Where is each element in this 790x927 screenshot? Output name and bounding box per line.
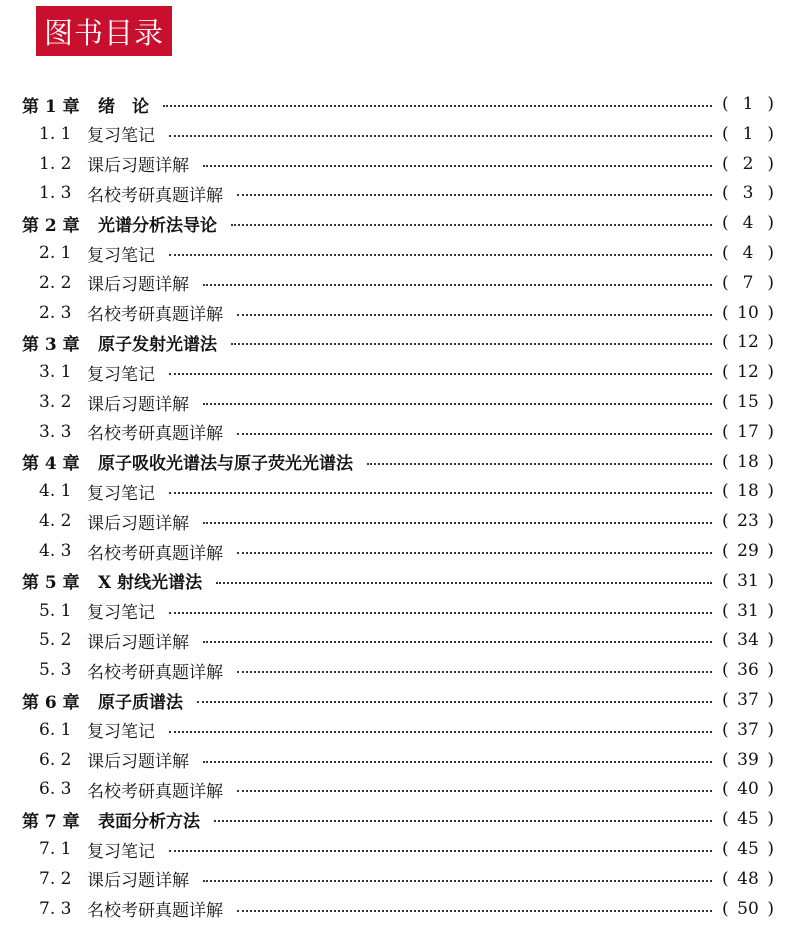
page-number: ( 1 ) xyxy=(722,123,774,144)
dot-leader xyxy=(163,105,712,107)
toc-chapter-row[interactable] xyxy=(0,89,790,119)
section-title: 名校考研真题详解 xyxy=(87,662,223,683)
page-number-value: 4 xyxy=(742,243,754,263)
section-number: 4. 1 xyxy=(39,481,72,502)
section-title: 名校考研真题详解 xyxy=(87,781,223,802)
dot-leader xyxy=(237,433,712,435)
dot-leader xyxy=(169,373,712,375)
page-number-value: 7 xyxy=(742,272,754,293)
page-number: ( 40 ) xyxy=(722,779,774,800)
chapter-title: 原子吸收光谱法与原子荧光光谱法 xyxy=(98,454,353,475)
toc-section-row[interactable] xyxy=(0,178,790,208)
page-number-value: 39 xyxy=(737,749,759,770)
toc-chapter-row[interactable] xyxy=(0,447,790,477)
toc-section-row[interactable] xyxy=(0,745,790,775)
toc-section-row[interactable] xyxy=(0,387,790,417)
dot-leader xyxy=(169,492,712,494)
page-number-value: 15 xyxy=(737,392,759,412)
page-number: ( 1 ) xyxy=(722,94,774,114)
toc-section-row[interactable] xyxy=(0,774,790,804)
section-title: 复习笔记 xyxy=(87,483,155,504)
page-number-value: 36 xyxy=(737,660,759,681)
toc-section-row[interactable] xyxy=(0,596,790,626)
section-title: 名校考研真题详解 xyxy=(87,305,223,326)
toc-chapter-row[interactable] xyxy=(0,566,790,596)
page-number-value: 45 xyxy=(737,809,759,830)
dot-leader xyxy=(237,194,712,196)
page-number: ( 48 ) xyxy=(722,868,774,889)
toc-section-row[interactable] xyxy=(0,894,790,924)
page-number-value: 1 xyxy=(742,94,754,114)
page-number: ( 18 ) xyxy=(722,481,774,502)
section-title: 复习笔记 xyxy=(87,364,155,385)
page-number: ( 34 ) xyxy=(722,630,774,651)
dot-leader xyxy=(214,820,712,822)
toc-section-row[interactable] xyxy=(0,298,790,328)
dot-leader xyxy=(203,165,712,167)
section-number: 3. 2 xyxy=(39,392,72,412)
toc-section-row[interactable] xyxy=(0,238,790,268)
dot-leader xyxy=(231,343,712,345)
page-number-value: 3 xyxy=(742,183,754,204)
toc-chapter-row[interactable] xyxy=(0,208,790,238)
section-number: 5. 1 xyxy=(39,600,72,621)
section-title: 课后习题详解 xyxy=(87,394,189,415)
page-number: ( 45 ) xyxy=(722,839,774,859)
page-number-value: 4 xyxy=(742,213,754,234)
section-number: 7. 1 xyxy=(39,839,72,859)
chapter-number: 第 5 章 xyxy=(22,573,80,594)
page-number: ( 50 ) xyxy=(722,898,774,919)
page-number-value: 34 xyxy=(737,630,759,651)
page-number-value: 1 xyxy=(742,123,754,144)
section-title: 课后习题详解 xyxy=(87,275,189,296)
page-number: ( 3 ) xyxy=(722,183,774,204)
dot-leader xyxy=(237,314,712,316)
page-number: ( 29 ) xyxy=(722,541,774,561)
chapter-number: 第 6 章 xyxy=(22,692,80,713)
section-number: 1. 1 xyxy=(39,123,72,144)
page-number: ( 18 ) xyxy=(722,451,774,472)
dot-leader xyxy=(237,910,712,912)
chapter-number: 第 2 章 xyxy=(22,215,80,236)
page-number-value: 31 xyxy=(737,570,759,591)
section-title: 名校考研真题详解 xyxy=(87,543,223,564)
section-number: 5. 3 xyxy=(39,660,72,681)
page-number-value: 2 xyxy=(742,153,754,174)
toc-section-row[interactable] xyxy=(0,834,790,864)
section-number: 2. 3 xyxy=(39,302,72,323)
page-number: ( 23 ) xyxy=(722,511,774,532)
section-number: 3. 1 xyxy=(39,362,72,383)
dot-leader xyxy=(231,224,712,226)
dot-leader xyxy=(237,671,712,673)
page-number: ( 37 ) xyxy=(722,719,774,740)
page-number-value: 12 xyxy=(737,332,759,353)
section-number: 1. 2 xyxy=(39,153,72,174)
dot-leader xyxy=(197,701,712,703)
dot-leader xyxy=(169,135,712,137)
page-number: ( 37 ) xyxy=(722,690,774,710)
toc-chapter-row[interactable] xyxy=(0,327,790,357)
section-number: 6. 2 xyxy=(39,749,72,770)
dot-leader xyxy=(237,552,712,554)
page-number-value: 45 xyxy=(737,839,759,859)
page-number: ( 31 ) xyxy=(722,570,774,591)
page-number-value: 23 xyxy=(737,511,759,532)
toc-section-row[interactable] xyxy=(0,357,790,387)
section-number: 7. 2 xyxy=(39,868,72,889)
dot-leader xyxy=(203,761,712,763)
section-title: 课后习题详解 xyxy=(87,871,189,892)
section-title: 复习笔记 xyxy=(87,603,155,624)
chapter-title: X 射线光谱法 xyxy=(98,573,203,594)
chapter-title: 原子质谱法 xyxy=(98,692,183,713)
page-number: ( 17 ) xyxy=(722,421,774,442)
section-number: 4. 3 xyxy=(39,541,72,561)
page-number: ( 36 ) xyxy=(722,660,774,681)
toc-section-row[interactable] xyxy=(0,655,790,685)
toc-section-row[interactable] xyxy=(0,536,790,566)
chapter-title: 表面分析方法 xyxy=(98,811,200,832)
toc-section-row[interactable] xyxy=(0,119,790,149)
section-number: 7. 3 xyxy=(39,898,72,919)
chapter-title: 绪 论 xyxy=(98,96,149,117)
section-title: 课后习题详解 xyxy=(87,632,189,653)
dot-leader xyxy=(169,612,712,614)
chapter-number: 第 3 章 xyxy=(22,334,80,355)
section-title: 复习笔记 xyxy=(87,126,155,147)
toc-section-row[interactable] xyxy=(0,149,790,179)
dot-leader xyxy=(203,403,712,405)
dot-leader xyxy=(169,731,712,733)
section-title: 复习笔记 xyxy=(87,722,155,743)
dot-leader xyxy=(203,880,712,882)
page-number: ( 39 ) xyxy=(722,749,774,770)
chapter-title: 光谱分析法导论 xyxy=(98,215,217,236)
page-number-value: 48 xyxy=(737,868,759,889)
page-number-value: 50 xyxy=(737,898,759,919)
page-number: ( 12 ) xyxy=(722,362,774,383)
page-number: ( 4 ) xyxy=(722,243,774,263)
page-number: ( 10 ) xyxy=(722,302,774,323)
section-title: 复习笔记 xyxy=(87,245,155,266)
page-number-value: 10 xyxy=(737,302,759,323)
page-number: ( 45 ) xyxy=(722,809,774,830)
page-number-value: 31 xyxy=(737,600,759,621)
page-number-value: 40 xyxy=(737,779,759,800)
page-number-value: 18 xyxy=(737,451,759,472)
dot-leader xyxy=(203,641,712,643)
page-number: ( 31 ) xyxy=(722,600,774,621)
toc-section-row[interactable] xyxy=(0,715,790,745)
toc-chapter-row[interactable] xyxy=(0,804,790,834)
section-title: 复习笔记 xyxy=(87,841,155,862)
section-title: 名校考研真题详解 xyxy=(87,424,223,445)
page-title: 图书目录 xyxy=(36,6,172,56)
page-number-value: 29 xyxy=(737,541,759,561)
chapter-number: 第 7 章 xyxy=(22,811,80,832)
section-number: 2. 2 xyxy=(39,272,72,293)
toc-section-row[interactable] xyxy=(0,506,790,536)
page-number: ( 7 ) xyxy=(722,272,774,293)
dot-leader xyxy=(203,284,712,286)
page-number-value: 37 xyxy=(737,690,759,710)
chapter-title: 原子发射光谱法 xyxy=(98,334,217,355)
section-title: 名校考研真题详解 xyxy=(87,901,223,922)
section-number: 3. 3 xyxy=(39,421,72,442)
section-title: 课后习题详解 xyxy=(87,752,189,773)
toc-section-row[interactable] xyxy=(0,864,790,894)
toc-section-row[interactable] xyxy=(0,417,790,447)
section-number: 4. 2 xyxy=(39,511,72,532)
dot-leader xyxy=(367,463,712,465)
dot-leader xyxy=(169,254,712,256)
section-number: 6. 3 xyxy=(39,779,72,800)
section-number: 5. 2 xyxy=(39,630,72,651)
page-number-value: 37 xyxy=(737,719,759,740)
section-title: 课后习题详解 xyxy=(87,156,189,177)
chapter-number: 第 4 章 xyxy=(22,454,80,475)
section-number: 1. 3 xyxy=(39,183,72,204)
section-number: 2. 1 xyxy=(39,243,72,263)
page-number-value: 18 xyxy=(737,481,759,502)
page-number-value: 17 xyxy=(737,421,759,442)
section-number: 6. 1 xyxy=(39,719,72,740)
toc-section-row[interactable] xyxy=(0,476,790,506)
toc-section-row[interactable] xyxy=(0,268,790,298)
page-number: ( 2 ) xyxy=(722,153,774,174)
section-title: 名校考研真题详解 xyxy=(87,185,223,206)
toc-section-row[interactable] xyxy=(0,625,790,655)
dot-leader xyxy=(169,850,712,852)
toc-chapter-row[interactable] xyxy=(0,685,790,715)
page-number: ( 15 ) xyxy=(722,392,774,412)
dot-leader xyxy=(237,790,712,792)
chapter-number: 第 1 章 xyxy=(22,96,80,117)
page-number: ( 4 ) xyxy=(722,213,774,234)
dot-leader xyxy=(203,522,712,524)
section-title: 课后习题详解 xyxy=(87,513,189,534)
page-number-value: 12 xyxy=(737,362,759,383)
dot-leader xyxy=(216,582,712,584)
page-number: ( 12 ) xyxy=(722,332,774,353)
